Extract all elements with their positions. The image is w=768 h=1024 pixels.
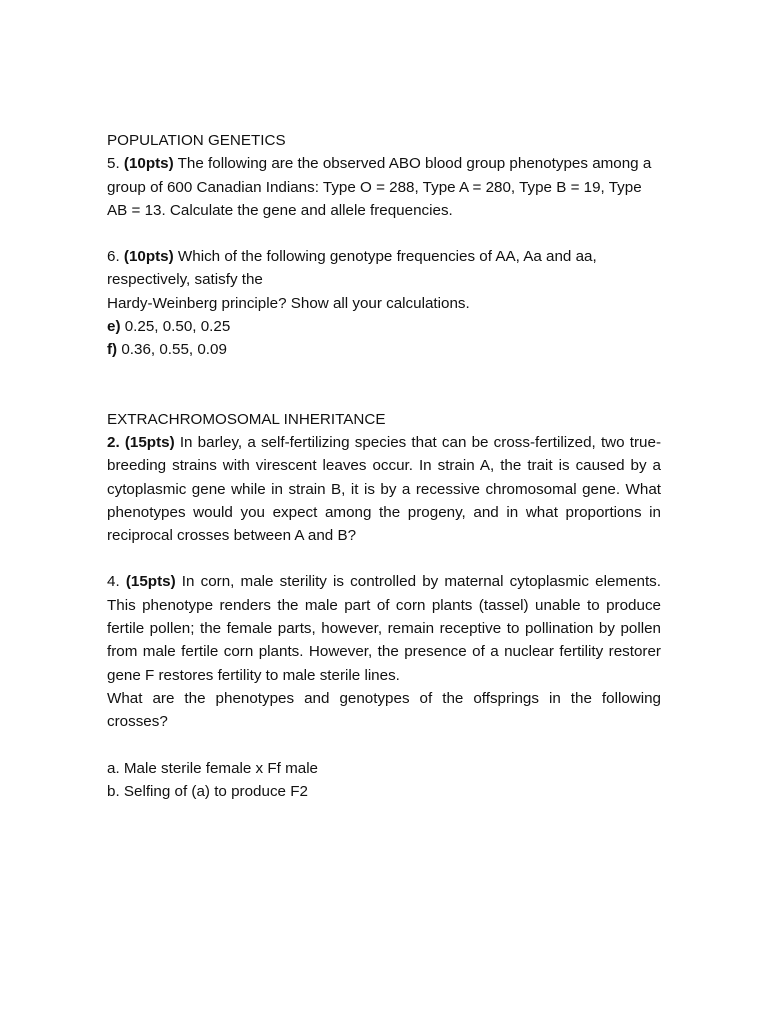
cross-item-a: a. Male sterile female x Ff male: [107, 759, 319, 777]
question-2-points: (15pts): [124, 433, 175, 451]
question-5-points: (10pts): [123, 155, 174, 173]
question-6-option-e: [107, 315, 661, 338]
document-content: [107, 129, 661, 803]
question-6-text-continued: Hardy-Weinberg principle? Show all your calculations.: [107, 294, 470, 312]
option-e-label: e): [107, 318, 121, 336]
question-2-text: In barley, a self-fertilizing species that can be cross-fertilized, two true-breeding strains with virescent leaves occur. In strain A, the trait is caused by a cytoplasmic gene while in strain B, it is by a recessive chromosomal gene. What phenotypes would you expect among the progeny, and in what proportions in reciprocal crosses between A and B?: [107, 433, 661, 545]
section-title-extrachromosomal-inheritance: EXTRACHROMOSOMAL INHERITANCE: [107, 410, 386, 428]
question-4: [107, 570, 661, 686]
cross-item-b: b. Selfing of (a) to produce F2: [107, 782, 308, 800]
question-2: [107, 431, 661, 547]
question-4-text: In corn, male sterility is controlled by maternal cytoplasmic elements. This phenotype renders the male part of corn plants (tassel) unable to produce fertile pollen; the female parts, however, remain receptive to pollination by pollen from male fertile corn plants. However, the presence of a nuclear fertility restorer gene F restores fertility to male sterile lines.: [107, 573, 661, 684]
spacer: [107, 362, 661, 408]
question-2-number: 2.: [107, 433, 125, 451]
question-6-option-f: [107, 338, 661, 361]
option-f-label: f): [107, 341, 118, 359]
option-f-text: 0.36, 0.55, 0.09: [117, 341, 227, 359]
spacer: [107, 547, 661, 570]
question-6: [107, 245, 661, 292]
spacer: [107, 734, 661, 757]
question-6-number: 6.: [107, 248, 124, 266]
question-5-text: The following are the observed ABO blood group phenotypes among a group of 600 Canadian Indians: Type O = 288, Type A = 280, Type B = 19, Type AB = 13. Calculate the gene and allele frequencies.: [107, 155, 652, 219]
question-5: [107, 152, 661, 222]
question-4-number: 4.: [107, 573, 126, 591]
question-6-points: (10pts): [123, 248, 174, 266]
option-e-text: 0.25, 0.50, 0.25: [120, 318, 231, 336]
question-5-number: 5.: [107, 155, 124, 173]
question-4-points: (15pts): [125, 573, 176, 591]
section-title-population-genetics: POPULATION GENETICS: [107, 132, 286, 149]
spacer: [107, 222, 661, 245]
question-6-text: Which of the following genotype frequencies of AA, Aa and aa, respectively, satisfy the: [107, 248, 597, 289]
question-4-text-continued: What are the phenotypes and genotypes of the offsprings in the following crosses?: [107, 689, 661, 731]
